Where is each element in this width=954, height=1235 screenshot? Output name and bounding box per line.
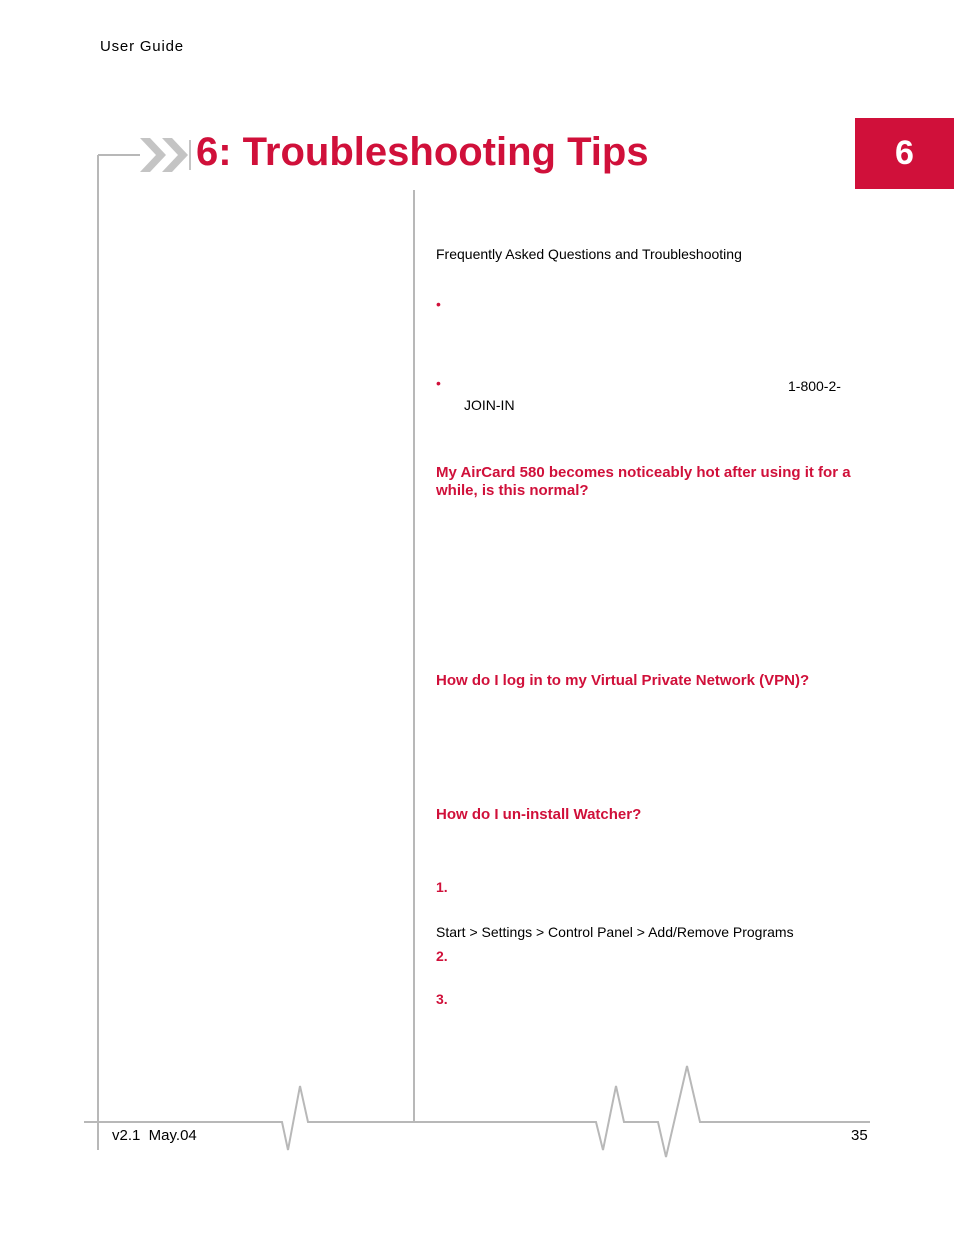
bullet-marker: • [436,296,441,312]
support-phone-number-continued: JOIN-IN [464,397,515,413]
chapter-tab: 6 [855,118,954,189]
faq-question-heat-line: My AirCard 580 becomes noticeably hot after using it for a [436,464,851,481]
faq-question-heat-line: while, is this normal? [436,482,589,499]
bullet-marker: • [436,375,441,391]
running-header: User Guide [100,38,184,55]
page-number: 35 [851,1127,868,1144]
step-number: 2. [436,948,448,964]
step-number: 3. [436,991,448,1007]
faq-section-link[interactable]: Frequently Asked Questions and Troubleshooting [436,246,742,262]
control-panel-path: Start > Settings > Control Panel > Add/Remove Programs [436,924,794,940]
support-phone-number: 1-800-2- [788,378,841,394]
chapter-title: 6: Troubleshooting Tips [196,130,649,174]
faq-question-vpn: How do I log in to my Virtual Private Network (VPN)? [436,672,810,689]
footer-version: v2.1 May.04 [112,1127,197,1144]
chevron-arrows-icon [140,138,190,172]
faq-question-uninstall: How do I un-install Watcher? [436,806,642,823]
footer-heartbeat-rule [84,1066,870,1157]
step-number: 1. [436,879,448,895]
faq-question-heat [436,464,851,500]
